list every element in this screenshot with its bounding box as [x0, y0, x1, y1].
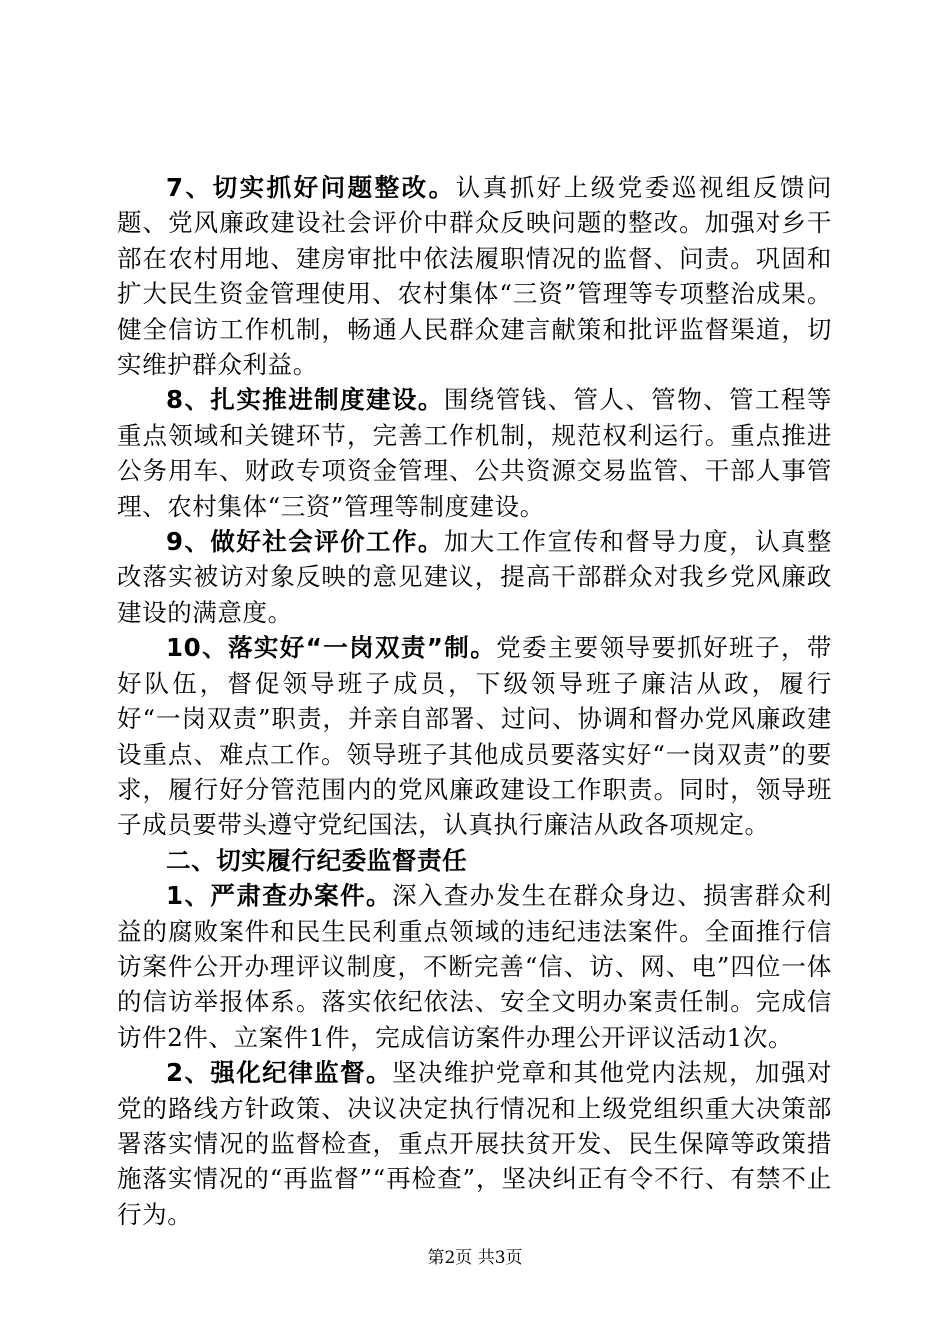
paragraph-text: 坚决维护党章和其他党内法规，加强对党的路线方针政策、决议决定执行情况和上级党组织重大决策部署落实情况的监督检查，重点开展扶贫开发、民生保障等政策措施落实情况的“再监督”“再检查”，坚决纠正有令不行、有禁不止行为。: [117, 1058, 832, 1229]
paragraph-lead: 1、严肃查办案件。: [166, 881, 392, 911]
paragraph-case-handling: [117, 878, 832, 1055]
section-heading: 二、切实履行纪委监督责任: [166, 845, 468, 875]
paragraph-system-building: [117, 382, 832, 524]
paragraph-dual-responsibility: [117, 630, 832, 842]
paragraph-text: 党委主要领导要抓好班子，带好队伍，督促领导班子成员，下级领导班子廉洁从政，履行好“一岗双责”职责，并亲自部署、过问、协调和督办党风廉政建设重点、难点工作。领导班子其他成员要落实好“一岗双责”的要求，履行好分管范围内的党风廉政建设工作职责。同时，领导班子成员要带头遵守党纪国法，认真执行廉洁从政各项规定。: [117, 633, 832, 840]
paragraph-text: 加大工作宣传和督导力度，认真整改落实被访对象反映的意见建议，提高干部群众对我乡党风廉政建设的满意度。: [117, 527, 832, 627]
paragraph-lead: 8、扎实推进制度建设。: [166, 385, 444, 415]
paragraph-text: 认真抓好上级党委巡视组反馈问题、党风廉政建设社会评价中群众反映问题的整改。加强对乡干部在农村用地、建房审批中依法履职情况的监督、问责。巩固和扩大民生资金管理使用、农村集体“三资”管理等专项整治成果。健全信访工作机制，畅通人民群众建言献策和批评监督渠道，切实维护群众利益。: [117, 173, 832, 380]
paragraph-lead: 7、切实抓好问题整改。: [166, 173, 456, 202]
paragraph-lead: 10、落实好“一岗双责”制。: [166, 633, 497, 663]
paragraph-lead: 9、做好社会评价工作。: [166, 527, 444, 557]
paragraph-lead: 2、强化纪律监督。: [166, 1058, 392, 1088]
paragraph-rectification: [117, 170, 832, 382]
paragraph-text: 深入查办发生在群众身边、损害群众利益的腐败案件和民生民利重点领域的违纪违法案件。全面推行信访案件公开办理评议制度，不断完善“信、访、网、电”四位一体的信访举报体系。落实依纪依法、安全文明办案责任制。完成信访件2件、立案件1件，完成信访案件办理公开评议活动1次。: [117, 881, 832, 1052]
paragraph-social-evaluation: [117, 524, 832, 630]
document-body: [117, 170, 832, 1232]
page-number-footer: 第2页 共3页: [427, 1248, 523, 1268]
paragraph-text: 围绕管钱、管人、管物、管工程等重点领域和关键环节，完善工作机制，规范权利运行。重点推进公务用车、财政专项资金管理、公共资源交易监管、干部人事管理、农村集体“三资”管理等制度建设。: [117, 385, 832, 521]
paragraph-discipline-supervision: [117, 1055, 832, 1232]
